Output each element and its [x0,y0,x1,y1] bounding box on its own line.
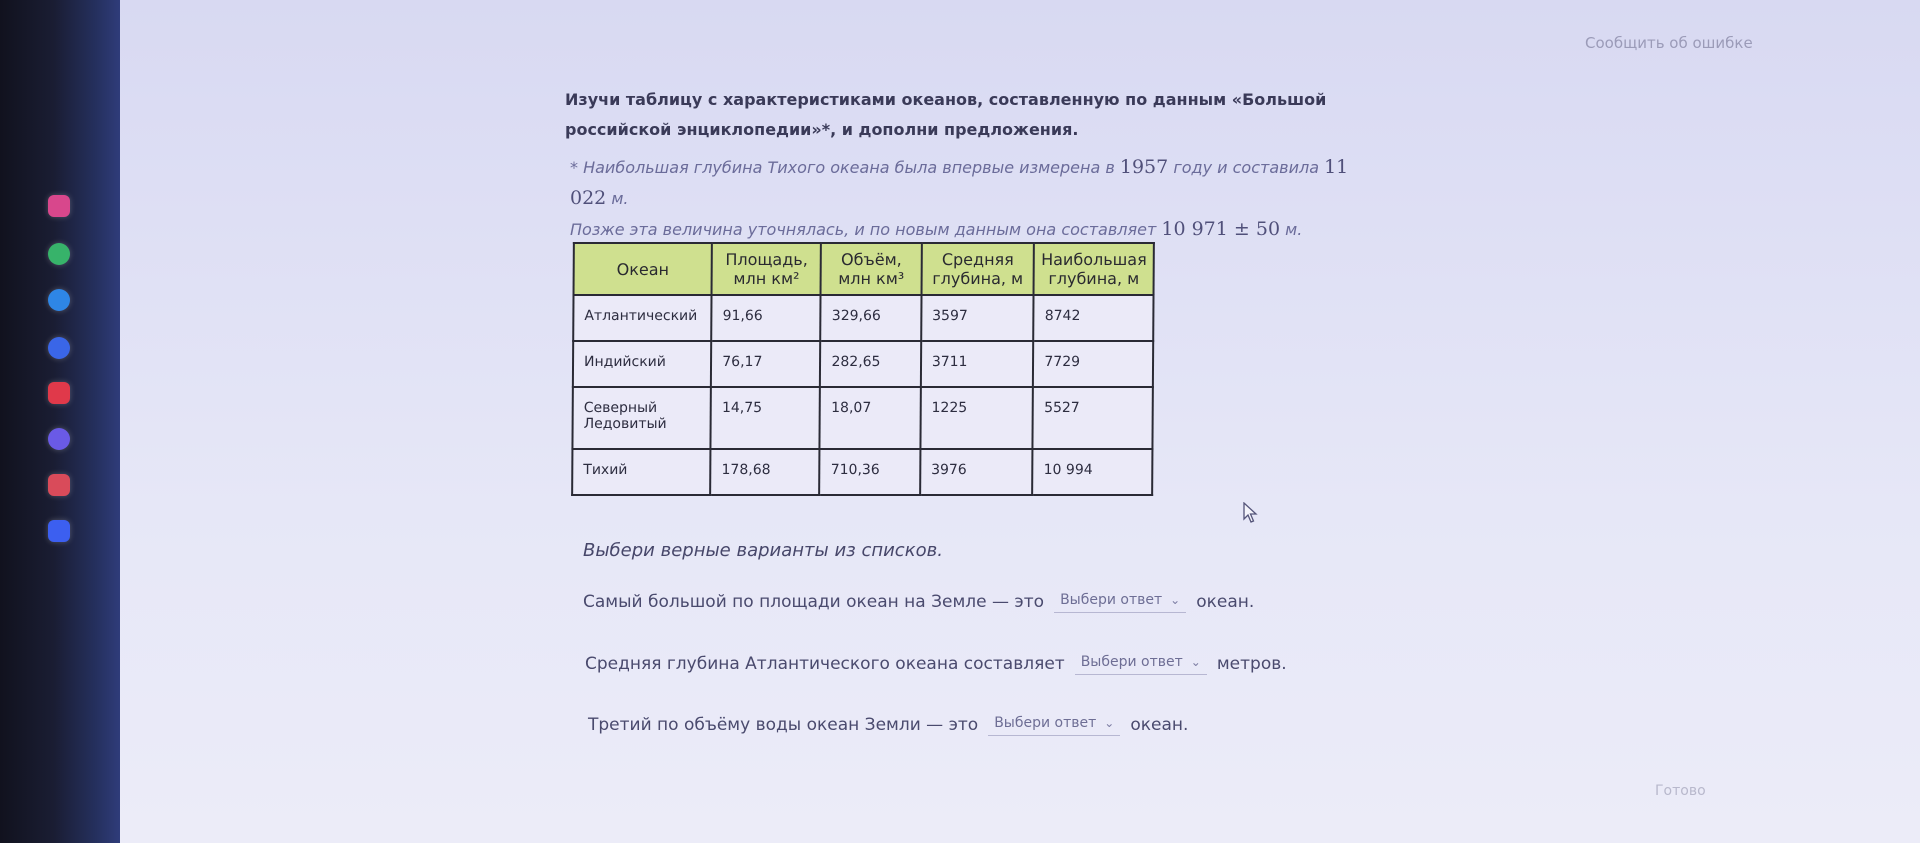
sentence-text: океан. [1130,714,1189,735]
column-header: Наибольшая глубина, м [1034,243,1154,295]
app-icon[interactable] [48,243,70,265]
sentence-text: Средняя глубина Атлантического океана составляет [585,653,1065,674]
table-cell: 1225 [920,387,1033,449]
table-cell: 14,75 [711,387,821,449]
sentence-text: океан. [1196,591,1255,612]
select-placeholder: Выбери ответ [1080,654,1183,670]
table-cell: 710,36 [820,449,921,495]
sentence-2 [585,652,1287,675]
chevron-down-icon: ⌄ [1170,593,1181,607]
table-cell: Атлантический [573,295,712,341]
table-row [572,449,1152,495]
task-title: Изучи таблицу с характеристиками океанов, составленную по данным «Большой российской энциклопедии»*, и дополни предложения. [565,90,1327,139]
app-icon[interactable] [48,520,70,542]
table-cell: Тихий [572,449,711,495]
column-header: Объём, млн км³ [821,243,922,295]
footnote-text: * Наибольшая глубина Тихого океана была впервые измерена в [570,158,1115,177]
sentence-text: Самый большой по площади океан на Земле — это [583,591,1045,612]
column-header: Площадь, млн км² [712,243,822,295]
table-cell: 3976 [920,449,1033,495]
app-icon[interactable] [48,428,70,450]
sentence-3 [588,713,1188,736]
footnote-depth: 10 971 ± 50 [1161,218,1281,240]
table-row [572,387,1152,449]
column-header: Средняя глубина, м [921,243,1034,295]
app-icon[interactable] [48,382,70,404]
table-cell: 3597 [921,295,1034,341]
sentence-text: метров. [1216,653,1287,674]
mouse-cursor-icon [1243,502,1259,528]
app-icon[interactable] [48,474,70,496]
answer-select-3[interactable] [988,713,1120,736]
app-icon[interactable] [48,289,70,311]
table-cell: 10 994 [1032,449,1152,495]
done-button[interactable]: Готово [1655,783,1706,799]
app-icon[interactable] [48,195,70,217]
table-header-row [574,243,1154,295]
table-cell: Индийский [573,341,712,387]
answer-select-2[interactable] [1075,652,1207,675]
left-dock [0,0,120,843]
column-header: Океан [574,243,713,295]
answer-select-1[interactable] [1054,590,1186,613]
table-cell: 8742 [1034,295,1154,341]
select-placeholder: Выбери ответ [994,715,1097,731]
table-row [573,341,1153,387]
footnote-text: м. [1285,220,1303,239]
footnote-text: Позже эта величина уточнялась, и по новым данным она составляет [570,220,1157,239]
table-cell: 76,17 [711,341,821,387]
table-cell: 5527 [1033,387,1153,449]
footnote-text: м. [611,189,629,208]
table-cell: 18,07 [820,387,921,449]
report-error-link[interactable]: Сообщить об ошибке [1585,34,1753,52]
ocean-table [571,242,1155,496]
table-cell: 3711 [921,341,1034,387]
footnote-text: году и составила [1173,158,1319,177]
table-cell: Северный Ледовитый [572,387,711,449]
footnote [570,152,1390,245]
table-cell: 91,66 [711,295,821,341]
sentence-1 [583,590,1254,613]
table-cell: 7729 [1033,341,1153,387]
table-cell: 178,68 [710,449,820,495]
table-cell: 329,66 [821,295,922,341]
table-cell: 282,65 [820,341,921,387]
instruction-text: Выбери верные варианты из списков. [583,540,943,561]
table-row [573,295,1153,341]
sentence-text: Третий по объёму воды океан Земли — это [588,714,979,735]
footnote-depth: 11 022 [570,156,1349,209]
footnote-year: 1957 [1119,156,1169,178]
chevron-down-icon: ⌄ [1190,655,1201,669]
chevron-down-icon: ⌄ [1104,716,1115,730]
select-placeholder: Выбери ответ [1060,592,1163,608]
app-icon[interactable] [48,337,70,359]
